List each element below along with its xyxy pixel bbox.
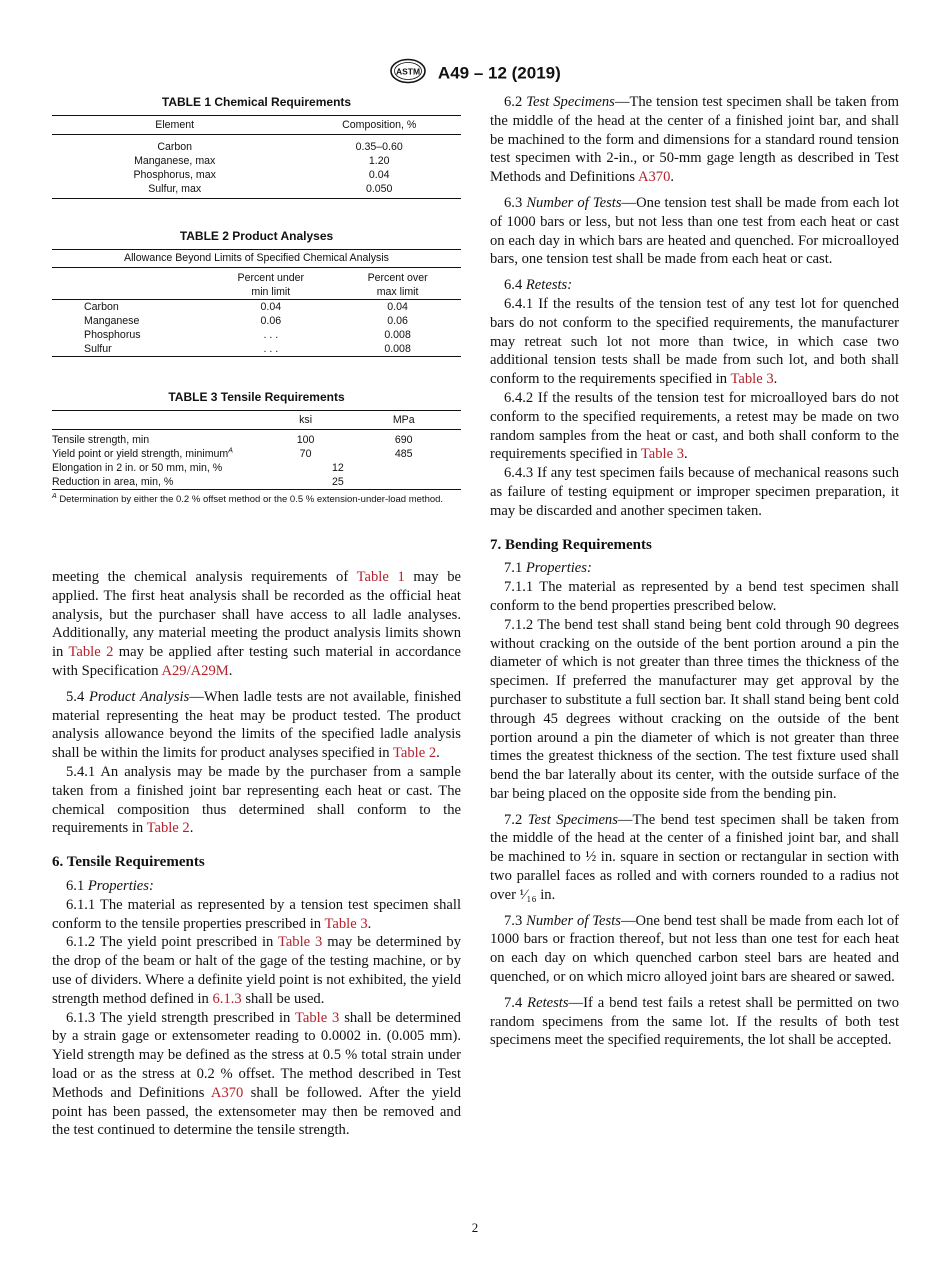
- table-1: [52, 95, 461, 199]
- table-3-title: TABLE 3 Tensile Requirements: [168, 390, 345, 404]
- table-row: [52, 140, 461, 154]
- table-3-link[interactable]: Table 3: [277, 934, 323, 951]
- table-3-link[interactable]: Table 3: [324, 915, 368, 932]
- table-row: [52, 300, 461, 315]
- paragraph-6-1-3: 6.1.3 The yield strength prescribed in Table 3 shall be determined by a strain gage or extensometer reading to 0.0002 in. (0.005 mm). Yield strength may be defined as the stress at 0.5 % total strain under load or as the stress at 0.2 % offset. The method described in Test Methods and Definitions A370 shall be followed. After the yield point has been passed, the extensometer may then be removed and the test continued to determine the tensile strength.: [52, 1009, 461, 1139]
- table-cell: Reduction in area, min, %: [52, 476, 174, 488]
- paragraph-5-4-1: 5.4.1 An analysis may be made by the purchaser from a sample taken from a finished joint bar representing each heat or cast. The chemical composition thus determined shall conform to the requirements in Table 2.: [52, 763, 461, 837]
- table-cell: 690: [394, 434, 413, 446]
- paragraph-7-3: 7.3 Number of Tests—One bend test shall be made from each lot of 1000 bars or fraction thereof, but not less than one test for each heat on each day on which quenched carbon steel bars are heated and quenched, or on which micro alloyed joint bars are sheared or sawed.: [490, 912, 900, 986]
- table-row: [52, 182, 461, 199]
- section-7-heading: 7. Bending Requirements: [490, 536, 652, 553]
- a370-link[interactable]: A370: [637, 169, 671, 186]
- table-3-footnote: [52, 493, 461, 506]
- table-2-header-under-sub: min limit: [251, 286, 291, 298]
- table-cell: Tensile strength, min: [52, 434, 150, 446]
- table-cell: 0.008: [384, 343, 411, 355]
- table-cell: . . .: [263, 329, 279, 341]
- table-1-link[interactable]: Table 1: [356, 569, 405, 585]
- table-cell: 25: [331, 476, 344, 488]
- section-6-heading: 6. Tensile Requirements: [52, 854, 205, 871]
- table-2: [52, 229, 461, 357]
- paragraph-7-1-2: 7.1.2 The bend test shall stand being bent cold through 90 degrees without cracking on the outside of the bent portion around a pin the diameter of which is not greater than three times the thickness of the specimen. If preferred the manufacturer may get approval by the purchaser to substitute a full section bar. It shall stand being bent cold through 45 degrees without cracking on the outside of the bent portion around a pin the diameter of which is not greater than three times the greatest thickness of the section. The test fixture used shall bend the bar laterally about its center, with the outside surface of the bar being placed on the opposite side from the bending pin.: [490, 616, 899, 802]
- table-cell: 0.04: [260, 301, 282, 313]
- page-number: 2: [471, 1220, 479, 1235]
- paragraph-6-1-2: 6.1.2 The yield point prescribed in Table 3 may be determined by the drop of the beam or halt of the gage of the testing machine, or by use of dividers. Where a definite yield point is not exhibited, the yield strength method defined in 6.1.3 shall be used.: [52, 934, 461, 1007]
- paragraph-7-1-1: 7.1.1 The material as represented by a bend test specimen shall conform to the bend properties prescribed below.: [490, 579, 899, 614]
- table-cell: 12: [331, 462, 344, 474]
- table-3-link[interactable]: Table 3: [730, 371, 774, 388]
- table-3-header-ksi: ksi: [299, 414, 313, 426]
- paragraph-6-4-1: 6.4.1 If the results of the tension test of any test lot for quenched bars do not conform to the specified requirements, the manufacturer may retreat such lot not more than twice, in which case two additional tension tests shall be made from such lot, and both shall conform to the requirements specified in Table 3.: [490, 295, 899, 388]
- table-2-subtitle: Allowance Beyond Limits of Specified Chemical Analysis: [124, 252, 389, 264]
- table-cell: Manganese, max: [134, 155, 216, 167]
- paragraph-7-2: 7.2 Test Specimens—The bend test specimen shall be taken from the middle of the head at the center of a finished joint bar, and shall be machined to ½ in. square in section or rectangular in section with two parallel faces as rolled and with corners rounded to a radius not over ¹⁄₁₆ in.: [490, 811, 899, 903]
- table-cell: 0.050: [365, 183, 393, 195]
- table-cell: 0.04: [387, 301, 408, 313]
- footnote-mark: A: [52, 492, 57, 500]
- table-cell: Sulfur, max: [148, 183, 202, 195]
- paragraph-7-4: 7.4 Retests—If a bend test fails a retest shall be permitted on two random specimens from the same lot. If the results of both test specimens meet the specified requirements, the lot shall be accepted.: [490, 994, 900, 1049]
- table-row: [52, 154, 461, 168]
- svg-text:ASTM: ASTM: [396, 66, 421, 77]
- table-3: [52, 390, 461, 506]
- paragraph-6-2: 6.2 Test Specimens—The tension test specimen shall be taken from the middle of the head at the center of a finished joint bar, and shall be machined to the form and dimensions for a standard round tension test specimen with 2-in., or 50-mm gage length as described in Test Methods and Definitions A370.: [490, 94, 899, 186]
- table-cell: Carbon: [84, 301, 119, 313]
- table-2-title: TABLE 2 Product Analyses: [179, 229, 334, 243]
- paragraph-6-3: 6.3 Number of Tests—One tension test shall be made from each lot of 1000 bars or less, but not less than one test from each heat or cast on each day in which bars are heated and quenched. For microalloyed bars, one tension test shall be made from each heat or cast.: [490, 194, 899, 268]
- table-cell: 70: [299, 448, 312, 460]
- page-header: [0, 58, 950, 89]
- left-body-text: [52, 568, 461, 1140]
- table-cell: Carbon: [157, 141, 193, 153]
- table-3-link[interactable]: Table 3: [294, 1009, 340, 1026]
- table-cell: 0.06: [387, 315, 408, 327]
- astm-logo-icon: [389, 58, 427, 89]
- right-body-text: [490, 93, 899, 1050]
- table-cell: 100: [296, 434, 315, 446]
- table-cell: 0.35–0.60: [355, 141, 403, 153]
- table-cell: 0.008: [384, 329, 411, 341]
- table-cell: Sulfur: [84, 343, 112, 355]
- a370-link[interactable]: A370: [210, 1084, 244, 1101]
- paragraph-5-3-continued: meeting the chemical analysis requirements of Table 1 may be applied. The first heat analysis shall be recorded as the official heat analysis, but the purchaser shall have access to all ladle analyses. Additionally, any material meeting the product analysis limits shown in Table 2 may be applied after testing such material in accordance with Specification A29/A29M.: [52, 569, 462, 679]
- table-cell: 0.06: [260, 315, 282, 327]
- table-cell: Phosphorus: [84, 329, 141, 341]
- table-3-link[interactable]: Table 3: [640, 446, 685, 463]
- paragraph-6-4-2: 6.4.2 If the results of the tension test for microalloyed bars do not conform to the specified requirements, a retest may be made on two random samples from the heat or cast, and both shall conform to the requirements specified in Table 3.: [490, 389, 899, 463]
- paragraph-6-4: 6.4 Retests:: [504, 277, 573, 294]
- table-cell: 1.20: [368, 155, 390, 167]
- table-2-header-over-sub: max limit: [376, 286, 419, 298]
- footnote-text: Determination by either the 0.2 % offset method or the 0.5 % extension-under-load method.: [59, 494, 444, 505]
- table-cell-text: Yield point or yield strength, minimum: [52, 448, 229, 460]
- document-designation: A49 – 12 (2019): [437, 63, 561, 83]
- table-row: [52, 328, 461, 342]
- table-row: [52, 475, 461, 490]
- table-2-link[interactable]: Table 2: [146, 820, 190, 837]
- table-2-header-under: Percent under: [237, 272, 305, 284]
- paragraph-7-1: 7.1 Properties:: [504, 560, 592, 577]
- paragraph-5-4: 5.4 Product Analysis—When ladle tests are not available, finished material representing the heat may be product tested. The product analysis allowance beyond the limits of the specified ladle analysis shall be within the limits for product analyses specified in Table 2.: [52, 688, 461, 762]
- table-2-link[interactable]: Table 2: [68, 644, 114, 661]
- table-cell: 485: [394, 448, 413, 460]
- table-3-header-mpa: MPa: [392, 414, 415, 426]
- table-row: [52, 461, 461, 475]
- table-cell: Phosphorus, max: [133, 169, 216, 181]
- table-2-link[interactable]: Table 2: [393, 745, 437, 762]
- table-1-header-element: Element: [155, 119, 195, 131]
- table-row: [52, 447, 461, 461]
- table-row: [52, 342, 461, 357]
- table-1-header-composition: Composition, %: [342, 119, 417, 131]
- table-row: [52, 168, 461, 182]
- paragraph-6-1: 6.1 Properties:: [66, 877, 154, 894]
- table-1-title: TABLE 1 Chemical Requirements: [161, 95, 352, 109]
- table-cell: [52, 447, 265, 461]
- section-6-1-3-link[interactable]: 6.1.3: [212, 990, 242, 1007]
- a29-a29m-link[interactable]: A29/A29M: [161, 662, 229, 679]
- table-row: [52, 433, 461, 447]
- table-2-header-over: Percent over: [367, 272, 428, 284]
- table-cell: 0.04: [368, 169, 390, 181]
- table-cell: Manganese: [84, 315, 140, 327]
- table-row: [52, 314, 461, 328]
- paragraph-6-1-1: 6.1.1 The material as represented by a tension test specimen shall conform to the tensile properties prescribed in Table 3.: [52, 896, 461, 932]
- table-cell: . . .: [263, 343, 279, 355]
- table-cell: Elongation in 2 in. or 50 mm, min, %: [52, 462, 223, 474]
- paragraph-6-4-3: 6.4.3 If any test specimen fails because of mechanical reasons such as failure of testing equipment or improper specimen preparation, it may be discarded and another specimen taken.: [490, 465, 899, 519]
- footnote-mark: A: [228, 447, 233, 455]
